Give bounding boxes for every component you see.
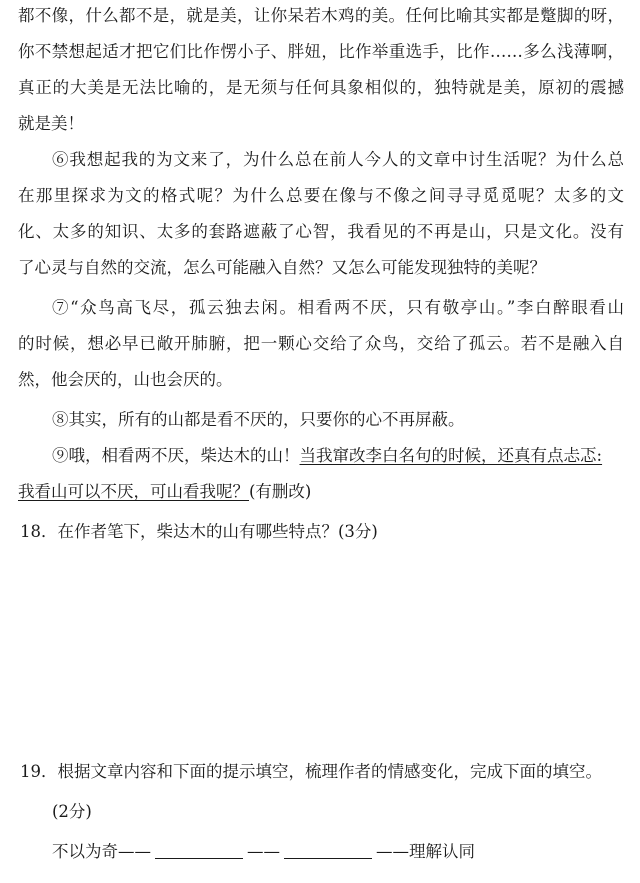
paragraph-9-line [52, 444, 624, 468]
fill-in-row [52, 840, 475, 864]
paragraph-6-line: ⑥我想起我的为文来了，为什么总在前人今人的文章中讨生活呢？为什么总 [52, 150, 624, 169]
source-note: (有删改) [249, 482, 312, 501]
paragraph-line: 就是美！ [18, 114, 84, 133]
paragraph-6-line: 化、太多的知识、太多的套路遮蔽了心智，我看见的不再是山，只是文化。没有 [18, 222, 624, 241]
paragraph-line: 真正的大美是无法比喻的，是无须与任何具象相似的，独特就是美，原初的震撼 [18, 78, 624, 97]
paragraph-8-line: ⑧其实，所有的山都是看不厌的，只要你的心不再屏蔽。 [52, 410, 465, 429]
paragraph-6-line: 了心灵与自然的交流，怎么可能融入自然？又怎么可能发现独特的美呢？ [18, 258, 546, 277]
question-18: 18．在作者笔下，柴达木的山有哪些特点？(3分) [20, 522, 378, 541]
paragraph-6-line: 在那里探求为文的格式呢？为什么总要在像与不像之间寻寻觅觅呢？太多的文 [18, 186, 624, 205]
paragraph-7-line: 的时候，想必早已敞开肺腑，把一颗心交给了众鸟，交给了孤云。若不是融入自 [18, 334, 624, 353]
paragraph-9-line [18, 480, 624, 504]
fill-start: 不以为奇—— [52, 842, 151, 861]
answer-blank-2[interactable] [284, 842, 372, 859]
fill-end: ——理解认同 [376, 842, 475, 861]
paragraph-line: 都不像，什么都不是，就是美，让你呆若木鸡的美。任何比喻其实都是蹩脚的呀， [18, 6, 624, 25]
answer-blank-1[interactable] [155, 842, 243, 859]
question-19-score: (2分) [52, 802, 92, 821]
paragraph-7-line: 然，他会厌的，山也会厌的。 [18, 370, 233, 389]
question-19: 19．根据文章内容和下面的提示填空，梳理作者的情感变化，完成下面的填空。 [20, 762, 602, 781]
underlined-sentence: 当我窜改李白名句的时候，还真有点忐忑: [299, 446, 603, 465]
paragraph-9-text: ⑨哦，相看两不厌，柴达木的山！ [52, 446, 300, 465]
fill-dash: —— [247, 842, 280, 861]
paragraph-line: 你不禁想起适才把它们比作愣小子、胖妞，比作举重选手，比作……多么浅薄啊， [18, 42, 624, 61]
paragraph-7-line: ⑦“众鸟高飞尽，孤云独去闲。相看两不厌，只有敬亭山。”李白醉眼看山 [52, 298, 624, 317]
underlined-sentence: 我看山可以不厌，可山看我呢？ [18, 482, 249, 501]
